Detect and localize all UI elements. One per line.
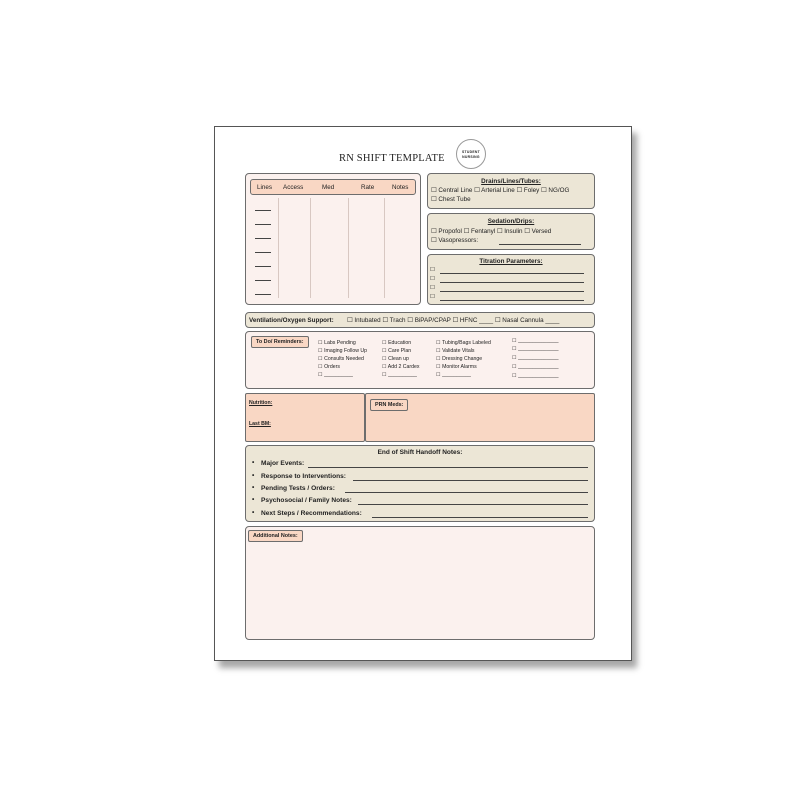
lines-table-header [250, 179, 416, 195]
titration-heading: Titration Parameters: [479, 258, 543, 265]
sedation-box [427, 213, 595, 250]
additional-notes-box [245, 526, 595, 640]
handoff-psychosocial: Psychosocial / Family Notes: [261, 497, 352, 504]
drains-heading: Drains/Lines/Tubes: [481, 178, 541, 185]
line-row [255, 210, 271, 211]
line-row [255, 252, 271, 253]
drains-chest-tube: ☐ Chest Tube [431, 196, 471, 203]
handoff-box: End of Shift Handoff Notes: • Major Events: • Response to Interventions: • Pending Tests / Orders: • Psychosocial / Family Notes: • Next Steps / Recommendations: [245, 445, 595, 522]
handoff-heading: End of Shift Handoff Notes: [377, 449, 463, 456]
todo-box: To Do/ Reminders: ☐ Labs Pending ☐ Imaging Follow Up ☐ Consults Needed ☐ Orders ☐ __________ ☐ Education ☐ Care Plan ☐ Clean up ☐ Add 2 Cardex ☐ __________ ☐ Tubing/Bags Labeled ☐ Validate Vitals ☐ Dressing Change ☐ Monitor Alarms ☐ __________ ☐ ______________ ☐ ______________ ☐ ______________ ☐ ______________ ☐ ______________ [245, 331, 595, 389]
sedation-vasopressors: ☐ Vasopressors: [431, 237, 479, 244]
nutrition-box [245, 393, 365, 442]
additional-notes-tag: Additional Notes: [248, 530, 303, 542]
prn-tag: PRN Meds: [370, 399, 408, 411]
col-lines: Lines [257, 184, 273, 191]
titration-box: Titration Parameters: ☐ ☐ ☐ ☐ [427, 254, 595, 305]
line-row [255, 266, 271, 267]
handoff-major-events: Major Events: [261, 460, 305, 467]
col-rate: Rate [361, 184, 375, 191]
handoff-response: Response to Interventions: [261, 473, 346, 480]
line-row [255, 224, 271, 225]
handoff-next-steps: Next Steps / Recommendations: [261, 510, 362, 517]
nutrition-label: Nutrition: [249, 400, 273, 406]
ventilation-bar [245, 312, 595, 328]
last-bm-label: Last BM: [249, 421, 271, 427]
line-row [255, 294, 271, 295]
prn-box [365, 393, 595, 442]
col-access: Access [283, 184, 304, 191]
col-notes: Notes [392, 184, 409, 191]
sedation-options: ☐ Propofol ☐ Fentanyl ☐ Insulin ☐ Versed [431, 228, 552, 235]
line-row [255, 238, 271, 239]
todo-tag: To Do/ Reminders: [251, 336, 309, 348]
student-nursing-logo: STUDENT NURSING [456, 139, 486, 169]
ventilation-label: Ventilation/Oxygen Support: [249, 317, 334, 324]
col-med: Med [322, 184, 335, 191]
rn-shift-template-page [214, 126, 632, 661]
handoff-pending: Pending Tests / Orders: [261, 485, 335, 492]
page-title: RN SHIFT TEMPLATE [339, 153, 445, 164]
sedation-heading: Sedation/Drips: [487, 218, 535, 225]
line-row [255, 280, 271, 281]
ventilation-options: ☐ Intubated ☐ Trach ☐ BiPAP/CPAP ☐ HFNC ____ ☐ Nasal Cannula ____ [347, 317, 560, 324]
drains-options: ☐ Central Line ☐ Arterial Line ☐ Foley ☐ NG/OG [431, 187, 570, 194]
drains-box [427, 173, 595, 209]
lines-table-box [245, 173, 421, 305]
